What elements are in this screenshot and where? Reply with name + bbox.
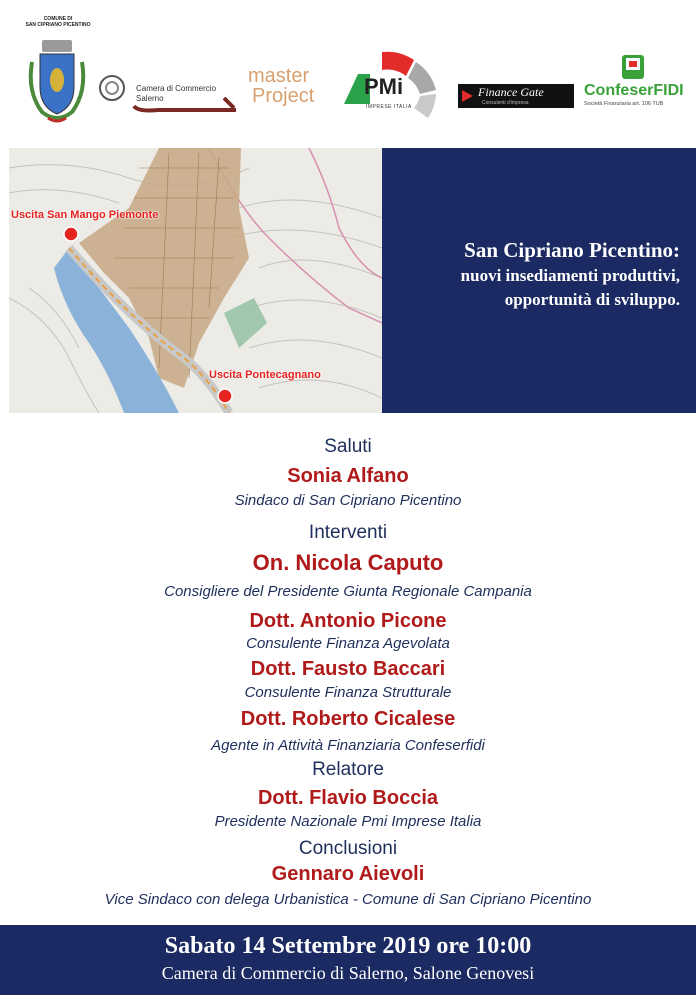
event-title [390,236,680,312]
event-date-time: Sabato 14 Settembre 2019 ore 10:00 [164,933,532,959]
speaker-role: Consigliere del Presidente Giunta Regionale Campania [164,583,532,600]
event-footer [0,925,696,995]
speaker-role: Sindaco di San Cipriano Picentino [234,492,462,509]
speaker-role: Presidente Nazionale Pmi Imprese Italia [214,813,482,830]
speaker-name: Dott. Roberto Cicalese [240,708,456,730]
map-label-pontecagnano: Uscita Pontecagnano [209,369,321,381]
pmi-wordmark: PMi [364,74,404,99]
master-line-1: master [248,65,310,87]
sponsor-logo-strip [0,0,696,140]
finance-gate-subtitle: Consulenti d'impresa [482,100,529,106]
site-map-image [9,148,382,413]
event-title-line-1: San Cipriano Picentino: [464,238,680,262]
comune-crest-logo [22,32,92,127]
camera-commercio-text [136,84,216,104]
speaker-role: Vice Sindaco con delega Urbanistica - Comune di San Cipriano Picentino [104,891,592,908]
event-title-line-2: nuovi insediamenti produttivi, [460,266,680,285]
speaker-name: Sonia Alfano [287,465,409,487]
speaker-name: Gennaro Aievoli [271,863,425,885]
event-program [0,432,696,914]
speaker-role: Consulente Finanza Agevolata [246,635,450,652]
section-conclusioni: Conclusioni [298,838,398,859]
finance-gate-wordmark: Finance Gate [478,85,544,99]
section-saluti: Saluti [324,436,372,457]
event-title-line-3: opportunità di sviluppo. [504,290,680,309]
section-interventi: Interventi [308,522,388,543]
speaker-role: Consulente Finanza Strutturale [244,684,452,701]
confeserfidi-badge-icon [621,54,645,80]
confeserfidi-wordmark: ConfeserFIDI [584,82,684,99]
finance-gate-arrow-icon [461,88,475,104]
speaker-role: Agente in Attività Finanziaria Confeserfidi [211,737,485,754]
section-relatore: Relatore [312,759,384,780]
speaker-name: On. Nicola Caputo [252,550,444,575]
speaker-name: Dott. Antonio Picone [249,610,447,632]
map-label-san-mango: Uscita San Mango Piemonte [11,209,159,221]
camera-line-2: Salerno [136,94,164,103]
comune-line-1: COMUNE DI [43,16,73,22]
speaker-name: Dott. Flavio Boccia [257,787,439,809]
master-project-logo [248,66,314,106]
hero-banner [9,148,696,413]
speaker-name: Dott. Fausto Baccari [250,658,446,680]
confeserfidi-subtitle: Società Finanziaria art. 106 TUB [584,101,664,107]
comune-name [18,16,98,28]
pmi-subtitle: IMPRESE ITALIA [366,104,412,110]
title-panel [382,148,696,413]
camera-line-1: Camera di Commercio [136,84,217,93]
master-line-2: Project [252,85,315,107]
comune-line-2: SAN CIPRIANO PICENTINO [25,22,91,28]
event-venue: Camera di Commercio di Salerno, Salone Genovesi [161,963,535,983]
